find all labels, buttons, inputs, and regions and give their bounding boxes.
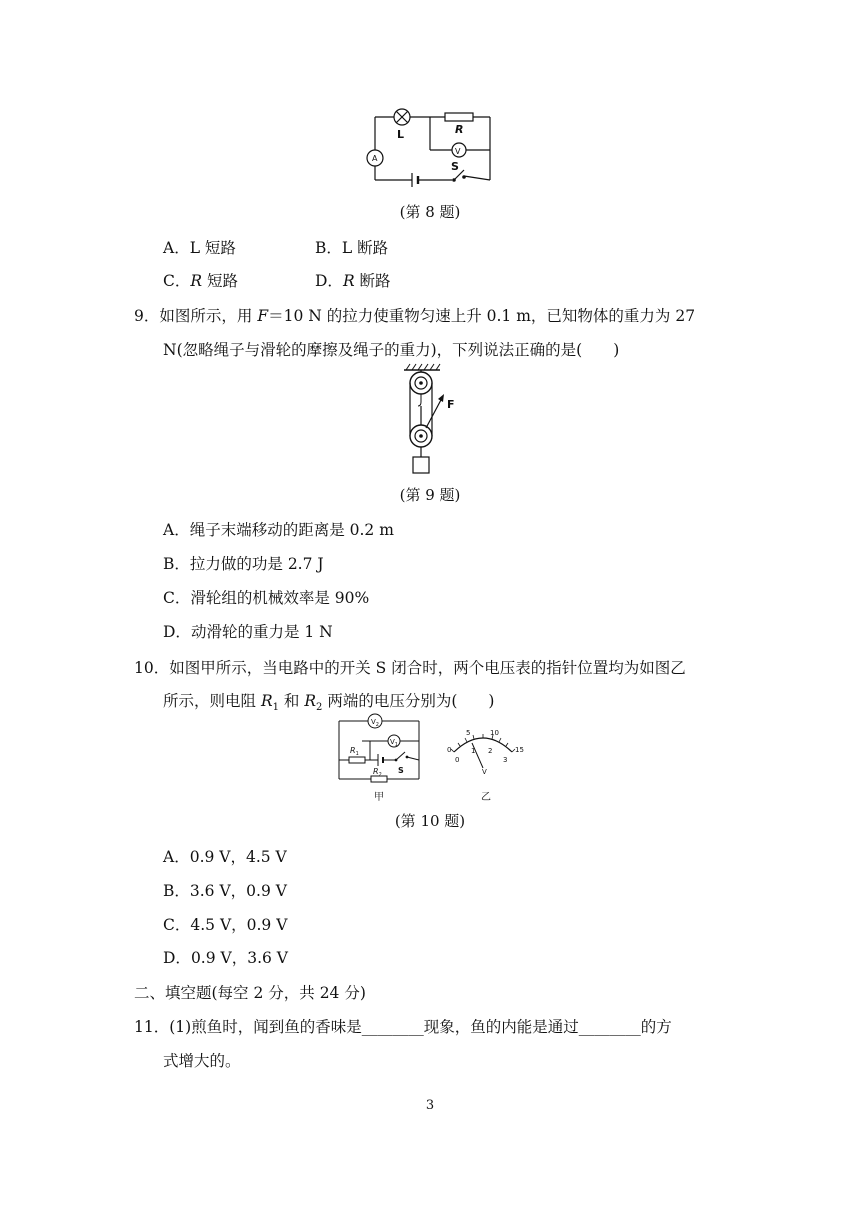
scale-top-10: 10 <box>490 729 499 737</box>
q9-option-d[interactable]: D．动滑轮的重力是 1 N <box>163 623 333 641</box>
fig-a-label: 甲 <box>374 792 384 803</box>
q8-option-a[interactable]: A．L 短路 <box>163 239 236 257</box>
q8-option-d[interactable]: D．R 断路 <box>315 272 391 290</box>
q10-caption: (第 10 题) <box>394 812 466 830</box>
v1-label: $V_1$ <box>390 738 398 748</box>
battery-symbol-q10 <box>378 754 383 766</box>
scale-bottom-0: 0 <box>455 756 460 764</box>
force-label: F <box>447 398 455 411</box>
resistor-r1 <box>349 757 365 763</box>
meter-scale-arc <box>454 738 512 752</box>
switch-label-q10: S <box>398 766 404 775</box>
q9-stem-line2: N(忽略绳子与滑轮的摩擦及绳子的重力)，下列说法正确的是( ) <box>163 341 620 359</box>
scale-bottom-1: 1 <box>471 747 476 755</box>
q10-stem-line2: 所示，则电阻 $R_1$ 和 $R_2$ 两端的电压分别为( ) <box>163 692 495 714</box>
q8-option-c[interactable]: C．R 短路 <box>163 272 238 290</box>
q10-option-d[interactable]: D．0.9 V，3.6 V <box>163 949 288 967</box>
scale-top-15: 15 <box>515 746 524 754</box>
switch-symbol-q10 <box>396 752 405 760</box>
scale-bottom-3: 3 <box>503 756 508 764</box>
resistor-label: R <box>455 123 464 136</box>
meter-unit: V <box>482 768 487 776</box>
r1-label: $R_1$ <box>350 746 359 757</box>
section-title: 二、填空题(每空 2 分，共 24 分) <box>134 984 366 1002</box>
q8-caption: (第 8 题) <box>399 203 461 221</box>
q11-blank-2[interactable]: ________ <box>578 1018 641 1036</box>
q10-stem-line1: 10．如图甲所示，当电路中的开关 S 闭合时，两个电压表的指针位置均为如图乙 <box>134 659 686 677</box>
voltmeter-label: V <box>455 147 461 156</box>
q11-stem-line2: 式增大的。 <box>163 1052 241 1070</box>
scale-top-5: 5 <box>466 729 471 737</box>
ammeter-label: A <box>372 154 378 163</box>
q9-option-b[interactable]: B．拉力做的功是 2.7 J <box>163 555 324 573</box>
q9-option-a[interactable]: A．绳子末端移动的距离是 0.2 m <box>163 521 394 539</box>
q9-caption: (第 9 题) <box>399 486 461 504</box>
q11-stem-line1: 11．(1)煎鱼时，闻到鱼的香味是________现象，鱼的内能是通过________的方 <box>134 1018 672 1036</box>
q9-option-c[interactable]: C．滑轮组的机械效率是 90% <box>163 589 370 607</box>
q11-blank-1[interactable]: ________ <box>361 1018 424 1036</box>
q10-option-c[interactable]: C．4.5 V，0.9 V <box>163 916 288 934</box>
v2-label: $V_2$ <box>371 718 379 728</box>
fig-b-label: 乙 <box>481 792 491 803</box>
page-number: 3 <box>425 1098 435 1113</box>
r2-label: $R_2$ <box>373 767 382 778</box>
switch-label: S <box>451 160 459 173</box>
q8-option-b[interactable]: B．L 断路 <box>315 239 389 257</box>
q10-option-b[interactable]: B．3.6 V，0.9 V <box>163 882 287 900</box>
scale-bottom-2: 2 <box>488 747 493 755</box>
q9-stem-line1: 9．如图所示，用 F＝10 N 的拉力使重物匀速上升 0.1 m，已知物体的重力为 27 <box>134 307 696 325</box>
scale-top-0: 0 <box>447 746 452 754</box>
lamp-label: L <box>397 128 405 141</box>
q10-option-a[interactable]: A．0.9 V，4.5 V <box>163 848 287 866</box>
